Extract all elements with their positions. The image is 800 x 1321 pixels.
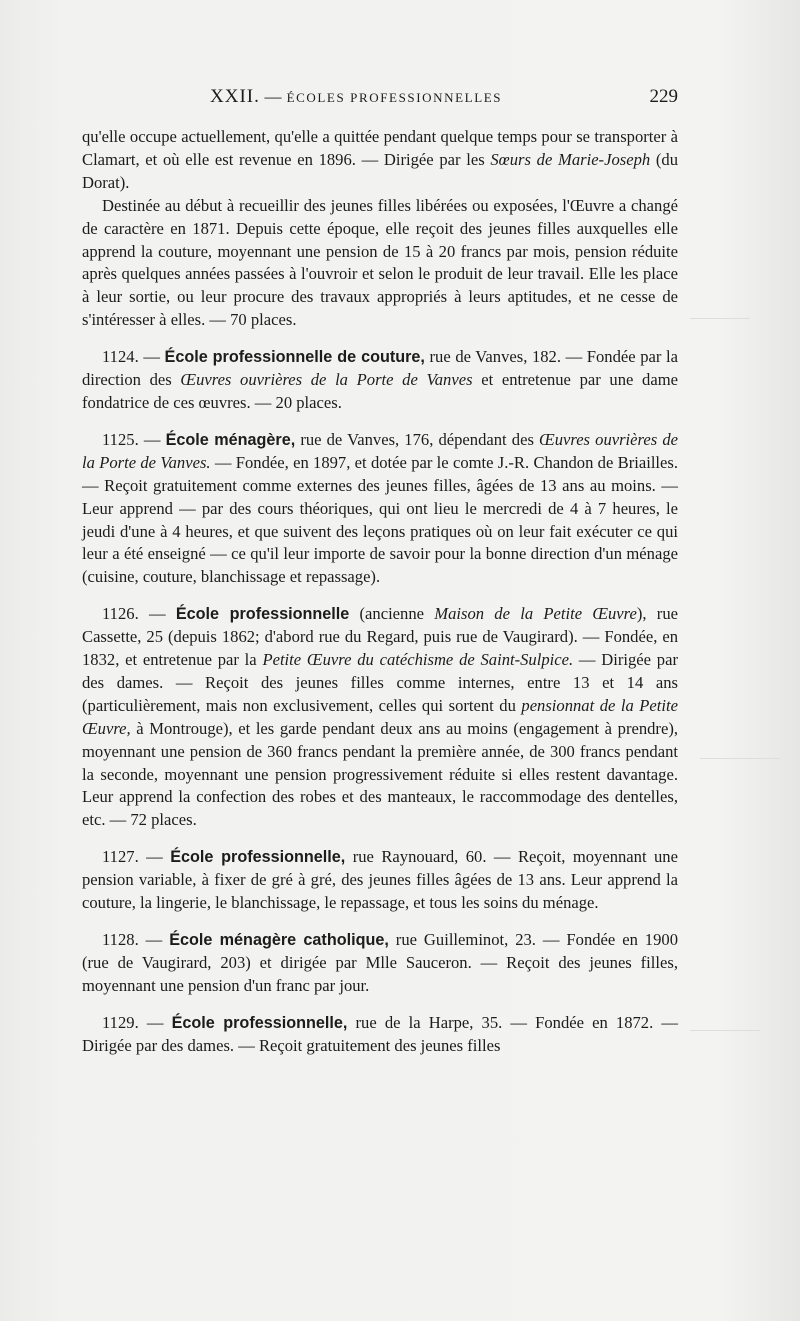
text: (ancienne — [349, 604, 435, 624]
italic-name: Maison de la Petite Œuvre — [434, 604, 637, 624]
entry-number: 1129. — — [102, 1012, 172, 1032]
italic-name: Petite Œuvre du catéchisme de Saint-Sulpice. — [262, 650, 574, 670]
bleed-through-rule — [690, 318, 750, 319]
bleed-through-rule — [690, 1030, 760, 1031]
text: rue Guilleminot, 23. — Fondée en 1900 (rue de Vaugirard, 203) et dirigée par Mlle Sauceron. — Reçoit des jeunes filles, moyennant une pension d'un franc par jour. — [82, 930, 678, 995]
entry-title: École professionnelle, — [171, 1013, 348, 1032]
text: ), rue Cassette, 25 (depuis 1862; d'abord rue du Regard, puis rue de Vaugirard). — Fondée, en 1832, et entretenue par la — [82, 604, 678, 670]
page-body — [82, 126, 678, 1058]
entry-number: 1128. — — [102, 930, 170, 949]
page-number: 229 — [649, 86, 678, 107]
text: (du Dorat). — [82, 149, 678, 192]
italic-name: Œuvres ouvrières de la Porte de Vanves. — [82, 429, 678, 472]
running-title — [210, 86, 502, 108]
entry-1129 — [82, 1012, 678, 1058]
entry-1127 — [82, 846, 678, 915]
italic-name: pensionnat de la Petite Œuvre, — [82, 695, 678, 738]
entry-number: 1127. — — [102, 847, 171, 867]
entry-title: École ménagère catholique, — [169, 931, 389, 949]
bleed-through-right-margin — [682, 92, 800, 1152]
text: — Dirigée par des dames. — Reçoit des jeunes filles comme internes, entre 13 et 14 ans (particulièrement, mais non exclusivement, celles qui sortent du — [82, 650, 678, 715]
entry-1126 — [82, 603, 678, 832]
text: rue Raynouard, 60. — Reçoit, moyennant une pension variable, à fixer de gré à gré, des jeunes filles âgées de 13 ans. Leur apprend la couture, la lingerie, le blanchissage, le repassage, et tous les soins du ménage. — [82, 847, 678, 913]
text: et entretenue par une dame fondatrice de ces œuvres. — 20 places. — [82, 370, 678, 412]
entry-1125 — [82, 429, 678, 589]
chapter-number: XXII. — [210, 86, 260, 107]
entry-title: École professionnelle, — [170, 848, 346, 867]
italic-name: Sœurs de Marie-Joseph — [490, 149, 651, 169]
entry-number: 1125. — — [102, 429, 166, 449]
entry-1128 — [82, 929, 678, 998]
text: — Fondée, en 1897, et dotée par le comte J.-R. Chandon de Briailles. — Reçoit gratuitement comme externes des jeunes filles, âgées de 13 ans au moins. — Leur apprend — par des cours théoriques, qui ont lieu le mercredi de 4 à 7 heures, le jeudi d'une à 4 heures, et que suivent des leçons pratiques où on leur fait exécuter ce qui leur a été enseigné — ce qu'il leur importe de savoir pour la bonne direction d'un ménage (cuisine, couture, blanchissage et repassage). — [82, 452, 679, 587]
text: à Montrouge), et les garde pendant deux ans au moins (engagement à prendre), moyennant une pension de 360 francs pendant la première année, de 300 francs pendant la seconde, moyennant une pension progressivement réduite si elles restent davantage. Leur apprend la confection des robes et des manteaux, le raccommodage des dentelles, etc. — 72 places. — [82, 718, 678, 830]
italic-name: Œuvres ouvrières de la Porte de Vanves — [180, 370, 473, 390]
bleed-through-rule — [700, 758, 780, 759]
entry-title: École professionnelle — [175, 605, 350, 624]
text: rue de Vanves, 176, dépendant des — [295, 429, 540, 449]
intro-paragraph: Destinée au début à recueillir des jeunes filles libérées ou exposées, l'Œuvre a changé de caractère en 1871. Depuis cette époque, elle reçoit des jeunes filles auxquelles elle apprend la couture, moyennant une pension de 15 à 20 francs par mois, pension réduite après quelques années passées à l'ouvroir et selon le produit de leur travail. Elle les place à leur sortie, ou leur procure des travaux appropriés à leurs aptitudes, et ne cesse de s'intéresser à elles. — 70 places. — [82, 195, 678, 330]
intro-paragraph-continued — [82, 126, 678, 195]
running-header — [82, 86, 678, 114]
text: qu'elle occupe actuellement, qu'elle a quittée pendant quelque temps pour se transporter à Clamart, et où elle est revenue en 1896. — Dirigée par les — [82, 127, 678, 169]
chapter-title: ÉCOLES PROFESSIONNELLES — [286, 90, 503, 105]
entry-number: 1126. — — [102, 604, 176, 624]
text: rue de la Harpe, 35. — Fondée en 1872. — Dirigée par des dames. — Reçoit gratuitement des jeunes filles — [82, 1012, 678, 1055]
entry-title: École professionnelle de couture, — [164, 348, 425, 367]
entry-1124 — [82, 346, 678, 415]
entry-number: 1124. — — [102, 347, 165, 367]
text: rue de Vanves, 182. — Fondée par la direction des — [82, 347, 678, 390]
entry-title: École ménagère, — [165, 430, 296, 449]
header-dash: — — [259, 87, 287, 106]
